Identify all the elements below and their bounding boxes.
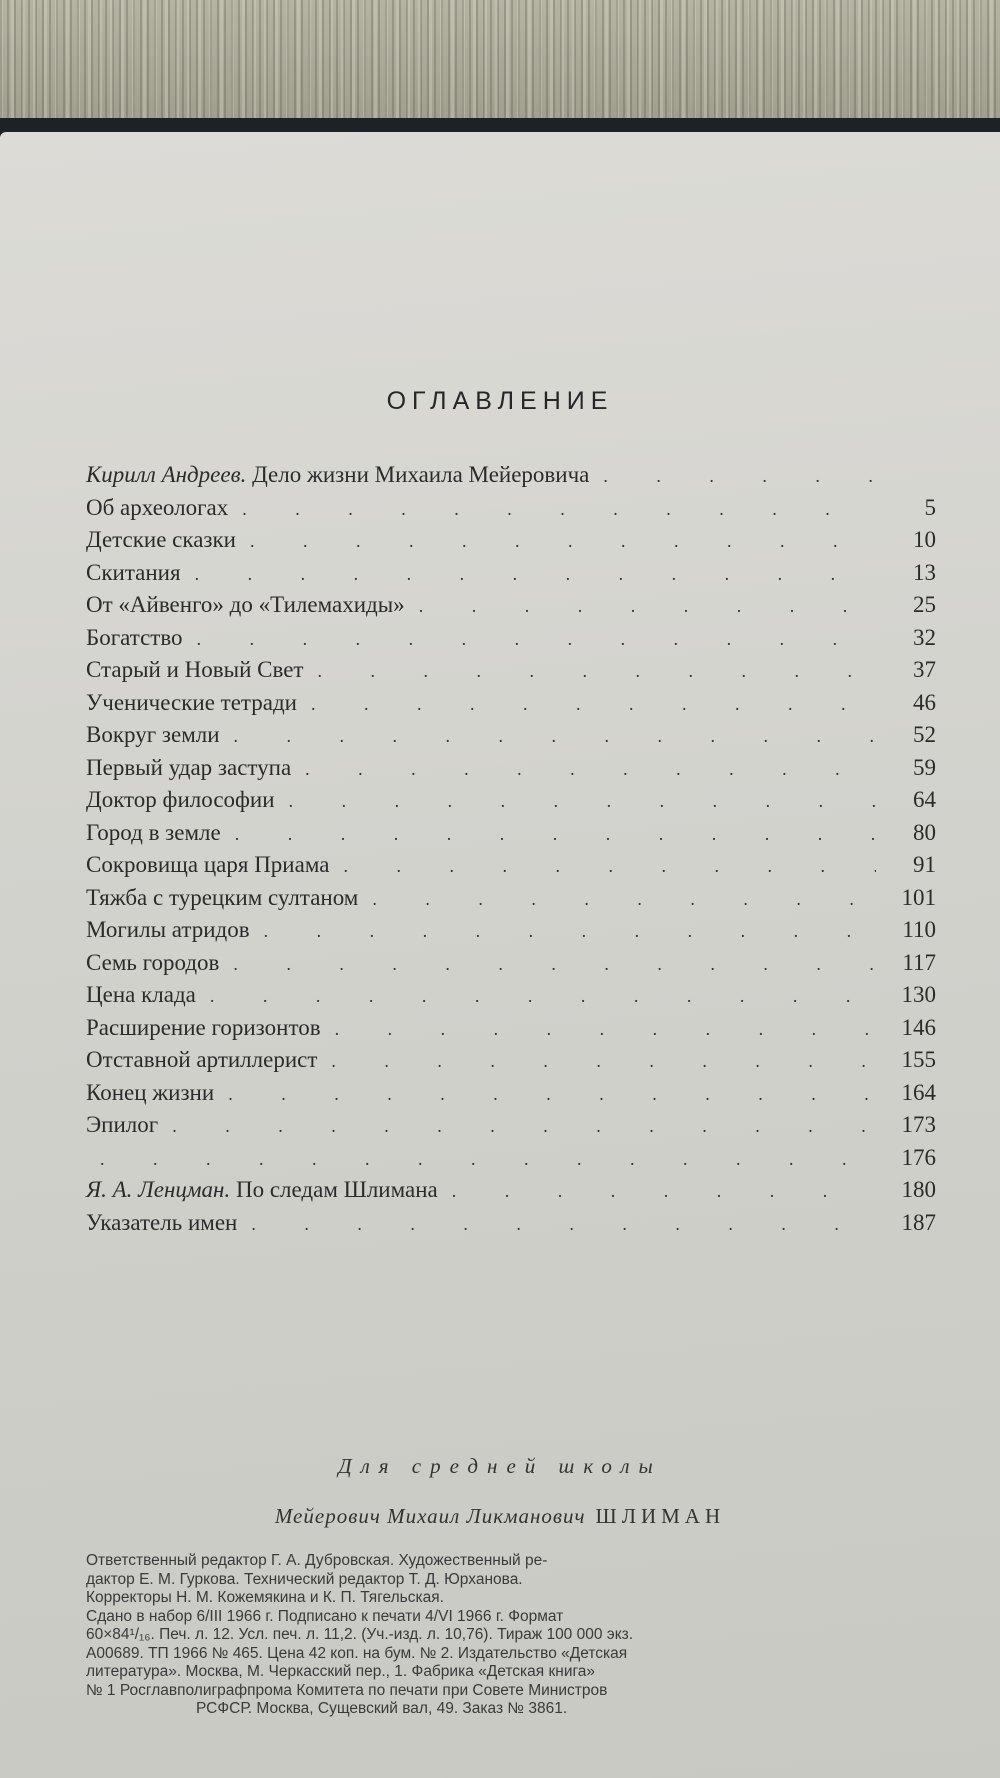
toc-title: Об археологах (86, 494, 229, 520)
toc-page-number: 187 (901, 1209, 936, 1235)
toc-entry (86, 1112, 936, 1145)
toc-title: Город в земле (86, 819, 221, 845)
toc-entry (86, 462, 936, 495)
toc-title: Старый и Новый Свет (86, 657, 304, 682)
toc-entry (86, 852, 936, 885)
toc-page-number: 164 (901, 1079, 936, 1105)
dot-leader (172, 1116, 876, 1137)
page-title: ОГЛАВЛЕНИЕ (386, 387, 614, 415)
toc-entry (86, 722, 936, 755)
dot-leader (235, 824, 876, 845)
book-author-title (0, 1504, 1000, 1529)
toc-title: Первый удар заступа (86, 754, 292, 780)
dot-leader (317, 661, 876, 682)
toc-title: Вокруг земли (86, 722, 220, 747)
toc-entry (86, 950, 936, 983)
dot-leader (242, 499, 876, 520)
toc-page-number: 146 (901, 1014, 936, 1040)
toc-entry (86, 1047, 936, 1080)
dot-leader (228, 1084, 876, 1105)
imprint-line: 60×84¹/₁₆. Печ. л. 12. Усл. печ. л. 11,2. (Уч.-изд. л. 10,76). Тираж 100 000 экз. (86, 1626, 634, 1643)
toc-author: Я. А. Ленцман. (86, 1177, 231, 1202)
dot-leader (195, 564, 876, 585)
toc-entry (86, 755, 936, 788)
dot-leader (251, 1214, 876, 1235)
toc-entry (86, 787, 936, 820)
book-author: Мейерович Михаил Ликманович (274, 1504, 586, 1528)
toc-title: Эпилог (86, 1112, 159, 1137)
dot-leader (452, 1181, 876, 1202)
toc-entry (86, 625, 936, 658)
imprint-line: Корректоры Н. М. Кожемякина и К. П. Тягельская. (86, 1589, 444, 1606)
toc-entry (86, 1177, 936, 1210)
toc-page-number: 5 (924, 494, 936, 520)
dot-leader (289, 791, 876, 812)
toc-entry (86, 495, 936, 528)
dot-leader (210, 986, 876, 1007)
dot-leader (311, 694, 876, 715)
dot-leader (331, 1051, 876, 1072)
toc-entry (86, 820, 936, 853)
toc-title: Цена клада (86, 982, 196, 1007)
toc-page-number: 59 (913, 754, 936, 780)
dot-leader (335, 1019, 876, 1040)
toc-title: Могилы атридов (86, 917, 250, 942)
toc-page-number: 64 (913, 787, 936, 812)
toc-page-number: 46 (913, 689, 936, 715)
toc-page-number: 52 (913, 722, 936, 747)
toc-page-number: 173 (901, 1112, 936, 1137)
dot-leader (234, 726, 876, 747)
toc-title: Ученические тетради (86, 689, 297, 715)
toc-title: От «Айвенго» до «Тилемахиды» (86, 592, 405, 617)
dot-leader (250, 531, 876, 552)
dot-leader (343, 856, 876, 877)
dot-leader (197, 629, 876, 650)
toc-entry (86, 592, 936, 625)
toc-entry (86, 527, 936, 560)
toc-page-number: 37 (913, 657, 936, 682)
toc-title: Конец жизни (86, 1079, 215, 1105)
toc-title: Детские сказки (86, 527, 236, 552)
imprint-line: РСФСР. Москва, Сущевский вал, 49. Заказ № 3861. (196, 1700, 568, 1717)
toc-title: Богатство (86, 624, 183, 650)
toc-page-number: 110 (902, 917, 936, 942)
toc-entry (86, 885, 936, 918)
imprint-line: Сдано в набор 6/III 1966 г. Подписано к печати 4/VI 1966 г. Формат (86, 1607, 564, 1625)
toc-page-number: 13 (913, 559, 936, 585)
toc-page-number: 130 (901, 982, 936, 1007)
toc-page-number: 117 (902, 949, 936, 975)
toc-title: Скитания (86, 559, 181, 585)
toc-entry (86, 657, 936, 690)
dot-leader (233, 954, 876, 975)
toc-page-number: 32 (913, 624, 936, 650)
toc-entry (86, 982, 936, 1015)
toc-title: Расширение горизонтов (86, 1014, 321, 1040)
toc-title: Сокровища царя Приама (86, 852, 330, 877)
toc-title: Отставной артиллерист (86, 1047, 318, 1072)
imprint-line: А00689. ТП 1966 № 465. Цена 42 коп. на бум. № 2. Издательство «Детская (86, 1644, 628, 1662)
dot-leader (305, 759, 876, 780)
series-label: Для средней школы (338, 1454, 662, 1478)
imprint-line: Ответственный редактор Г. А. Дубровская. Художественный ре- (86, 1552, 548, 1569)
toc-title: Дело жизни Михаила Мейеровича (252, 462, 590, 487)
toc-title: Тяжба с турецким султаном (86, 884, 359, 910)
dot-leader (603, 466, 876, 487)
toc-page-number: 180 (901, 1177, 936, 1202)
toc-page-number: 80 (913, 819, 936, 845)
toc-entry (86, 1210, 936, 1243)
imprint-line: литература». Москва, М. Черкасский пер., 1. Фабрика «Детская книга» (86, 1663, 596, 1680)
toc-entry (86, 690, 936, 723)
toc-title: Семь городов (86, 949, 220, 975)
book-page (0, 132, 1000, 1778)
toc-page-number: 176 (901, 1144, 936, 1170)
toc-title: Указатель имен (86, 1209, 238, 1235)
toc-page-number: 25 (913, 592, 936, 617)
imprint-block (86, 1552, 926, 1719)
dot-leader (100, 1149, 876, 1170)
toc-entry (86, 560, 936, 593)
toc-page-number: 101 (901, 884, 936, 910)
toc-title: По следам Шлимана (235, 1177, 438, 1202)
toc-entry (86, 917, 936, 950)
toc-author: Кирилл Андреев. (86, 462, 247, 487)
book-title: ШЛИМАН (595, 1504, 726, 1528)
dot-leader (264, 921, 876, 942)
dot-leader (419, 596, 876, 617)
table-of-contents (86, 462, 936, 1242)
toc-title: Доктор философии (86, 787, 275, 812)
dot-leader (372, 889, 876, 910)
toc-entry (86, 1015, 936, 1048)
imprint-line: № 1 Росглавполиграфпрома Комитета по печати при Совете Министров (86, 1681, 608, 1699)
toc-page-number: 91 (913, 852, 936, 877)
toc-page-number: 10 (913, 527, 936, 552)
toc-entry (86, 1080, 936, 1113)
toc-page-number: 155 (901, 1047, 936, 1072)
imprint-line: дактор Е. М. Гуркова. Технический редактор Т. Д. Юрханова. (86, 1570, 523, 1588)
toc-entry (86, 1145, 936, 1178)
